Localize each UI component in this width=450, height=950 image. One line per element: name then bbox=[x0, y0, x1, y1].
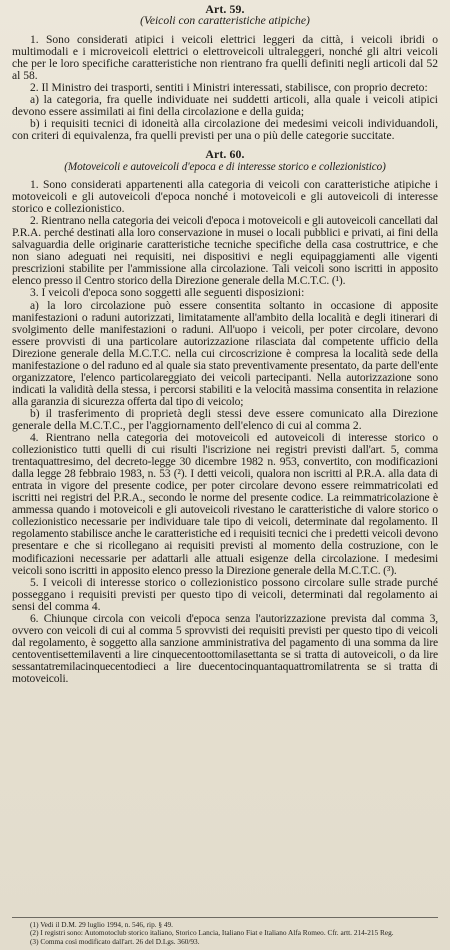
article-60-paragraph-5: 5. I veicoli di interesse storico o collezionistico possono circolare sulle strade purché posseggano i requisiti previsti per questo tipo di veicoli, determinati dal regolamento ai sensi del comma 4. bbox=[12, 576, 438, 613]
article-60-paragraph-6: 6. Chiunque circola con veicoli d'epoca senza l'autorizzazione prevista dal comma 3, ovvero con veicoli di cui al comma 5 sprovvisti dei requisiti previsti per questo tipo di veicoli dal regolamento, è soggetto alla sanzione amministrativa del pagamento di una somma da lire centoventisettemilaventi a lire cinquecentoottomilasettanta se si tratta di autoveicoli, o da lire sessantatremilacinquecentodieci a lire duecentocinquantaquattromilatrenta se si tratta di motoveicoli. bbox=[12, 612, 438, 685]
article-59-subtitle: (Veicoli con caratteristiche atipiche) bbox=[140, 14, 310, 28]
footnote-1: (1) Vedi il D.M. 29 luglio 1994, n. 546, rip. § 49. bbox=[30, 920, 173, 930]
article-60 bbox=[12, 148, 438, 685]
article-59-title: Art. 59. bbox=[205, 2, 245, 16]
article-59-paragraph-2a: a) la categoria, fra quelle individuate nei suddetti articoli, alla quale i veicoli atipici devono essere assimilati ai fini della circolazione e della guida; bbox=[12, 94, 438, 119]
footnote-3: (3) Comma così modificato dall'art. 26 del D.Lgs. 360/93. bbox=[30, 936, 200, 946]
article-59-paragraph-2b: b) i requisiti tecnici di idoneità alla circolazione dei medesimi veicoli individuandoli, con criteri di equivalenza, fra quelli previsti per una o più delle categorie succitate. bbox=[12, 118, 438, 143]
article-60-paragraph-3a: a) la loro circolazione può essere consentita soltanto in occasione di apposite manifestazioni o raduni autorizzati, limitatamente all'ambito della località e degli itinerari di svolgimento delle manifestazioni o raduni. All'uopo i veicoli, per poter circolare, devono essere provvisti di una particolare autorizzazione rilasciata dal competente ufficio della Direzione generale della M.C.T.C. nella cui circoscrizione è compresa la località sede della manifestazione o del raduno ed al quale sia stato preventivamente presentato, da parte dell'ente organizzatore, l'elenco particolareggiato dei veicoli partecipanti. Nella autorizzazione sono indicati la validità della stessa, i percorsi stabiliti e la velocità massima consentita in relazione alla garanzia di sicurezza offerta dal tipo di veicolo; bbox=[12, 299, 438, 408]
article-60-subtitle: (Motoveicoli e autoveicoli d'epoca e di interesse storico e collezionistico) bbox=[64, 160, 386, 173]
article-60-paragraph-4: 4. Rientrano nella categoria dei motoveicoli ed autoveicoli di interesse storico o collezionistico tutti quelli di cui risulti l'iscrizione nei registri previsti dall'art. 5, comma trentaquattresimo, del decreto-legge 30 dicembre 1982 n. 953, convertito, con modificazioni dalla legge 28 febbraio 1983, n. 53 (²). I detti veicoli, qualora non iscritti al P.R.A. alla data di entrata in vigore del presente codice, per poter circolare devono essere reimmatricolati ed iscritti nei registri del P.R.A., secondo le norme del presente codice. La reimmatricolazione è ammessa quando i motoveicoli e gli autoveicoli rivestano le caratteristiche di valore storico o collezionistico necessarie per individuare tale tipo di veicoli, determinate dal regolamento. Il regolamento stabilisce anche le caratteristiche ed i requisiti tecnici che i predetti veicoli devono presentare e che si ricollegano ai requisiti previsti al momento della costruzione, con le modificazioni necessarie per adattarli alle attuali esigenze della circolazione. I medesimi veicoli sono iscritti in apposito elenco presso la Direzione generale della M.C.T.C. (³). bbox=[12, 432, 438, 577]
article-59 bbox=[12, 3, 438, 142]
article-60-paragraph-1: 1. Sono considerati appartenenti alla categoria di veicoli con caratteristiche atipiche i motoveicoli e gli autoveicoli d'epoca nonché i motoveicoli e gli autoveicoli di interesse storico e collezionistico. bbox=[12, 179, 438, 216]
article-59-paragraph-1: 1. Sono considerati atipici i veicoli elettrici leggeri da città, i veicoli ibridi o multimodali e i microveicoli elettrici o elettroveicoli ultraleggeri, nonché gli altri veicoli che per le loro specifiche caratteristiche non rientrano fra quelli definiti negli articoli dal 52 al 58. bbox=[12, 33, 438, 82]
article-60-paragraph-2: 2. Rientrano nella categoria dei veicoli d'epoca i motoveicoli e gli autoveicoli cancellati dal P.R.A. perché destinati alla loro conservazione in musei o locali pubblici e privati, ai fini della salvaguardia delle originarie caratteristiche tecniche specifiche della casa costruttrice, e che non siano adeguati nei requisiti, nei dispositivi e negli equipaggiamenti alle vigenti prescrizioni stabilite per l'ammissione alla circolazione. Tali veicoli sono iscritti in apposito elenco presso il Centro storico della Direzione generale della M.C.T.C. (¹). bbox=[12, 215, 438, 288]
footnotes bbox=[12, 917, 438, 946]
article-59-paragraph-2: 2. Il Ministro dei trasporti, sentiti i Ministri interessati, stabilisce, con proprio decreto: bbox=[30, 82, 428, 94]
footnote-2: (2) I registri sono: Automotoclub storico italiano, Storico Lancia, Italiano Fiat e Italiano Alfa Romeo. Cfr. artt. 214-215 Reg. bbox=[30, 928, 394, 938]
article-60-paragraph-3b: b) il trasferimento di proprietà degli stessi deve essere comunicato alla Direzione generale della M.C.T.C., per l'aggiornamento dell'elenco di cui al comma 2. bbox=[12, 407, 438, 432]
article-60-paragraph-3: 3. I veicoli d'epoca sono soggetti alle seguenti disposizioni: bbox=[30, 287, 305, 300]
article-60-title: Art. 60. bbox=[205, 147, 245, 162]
